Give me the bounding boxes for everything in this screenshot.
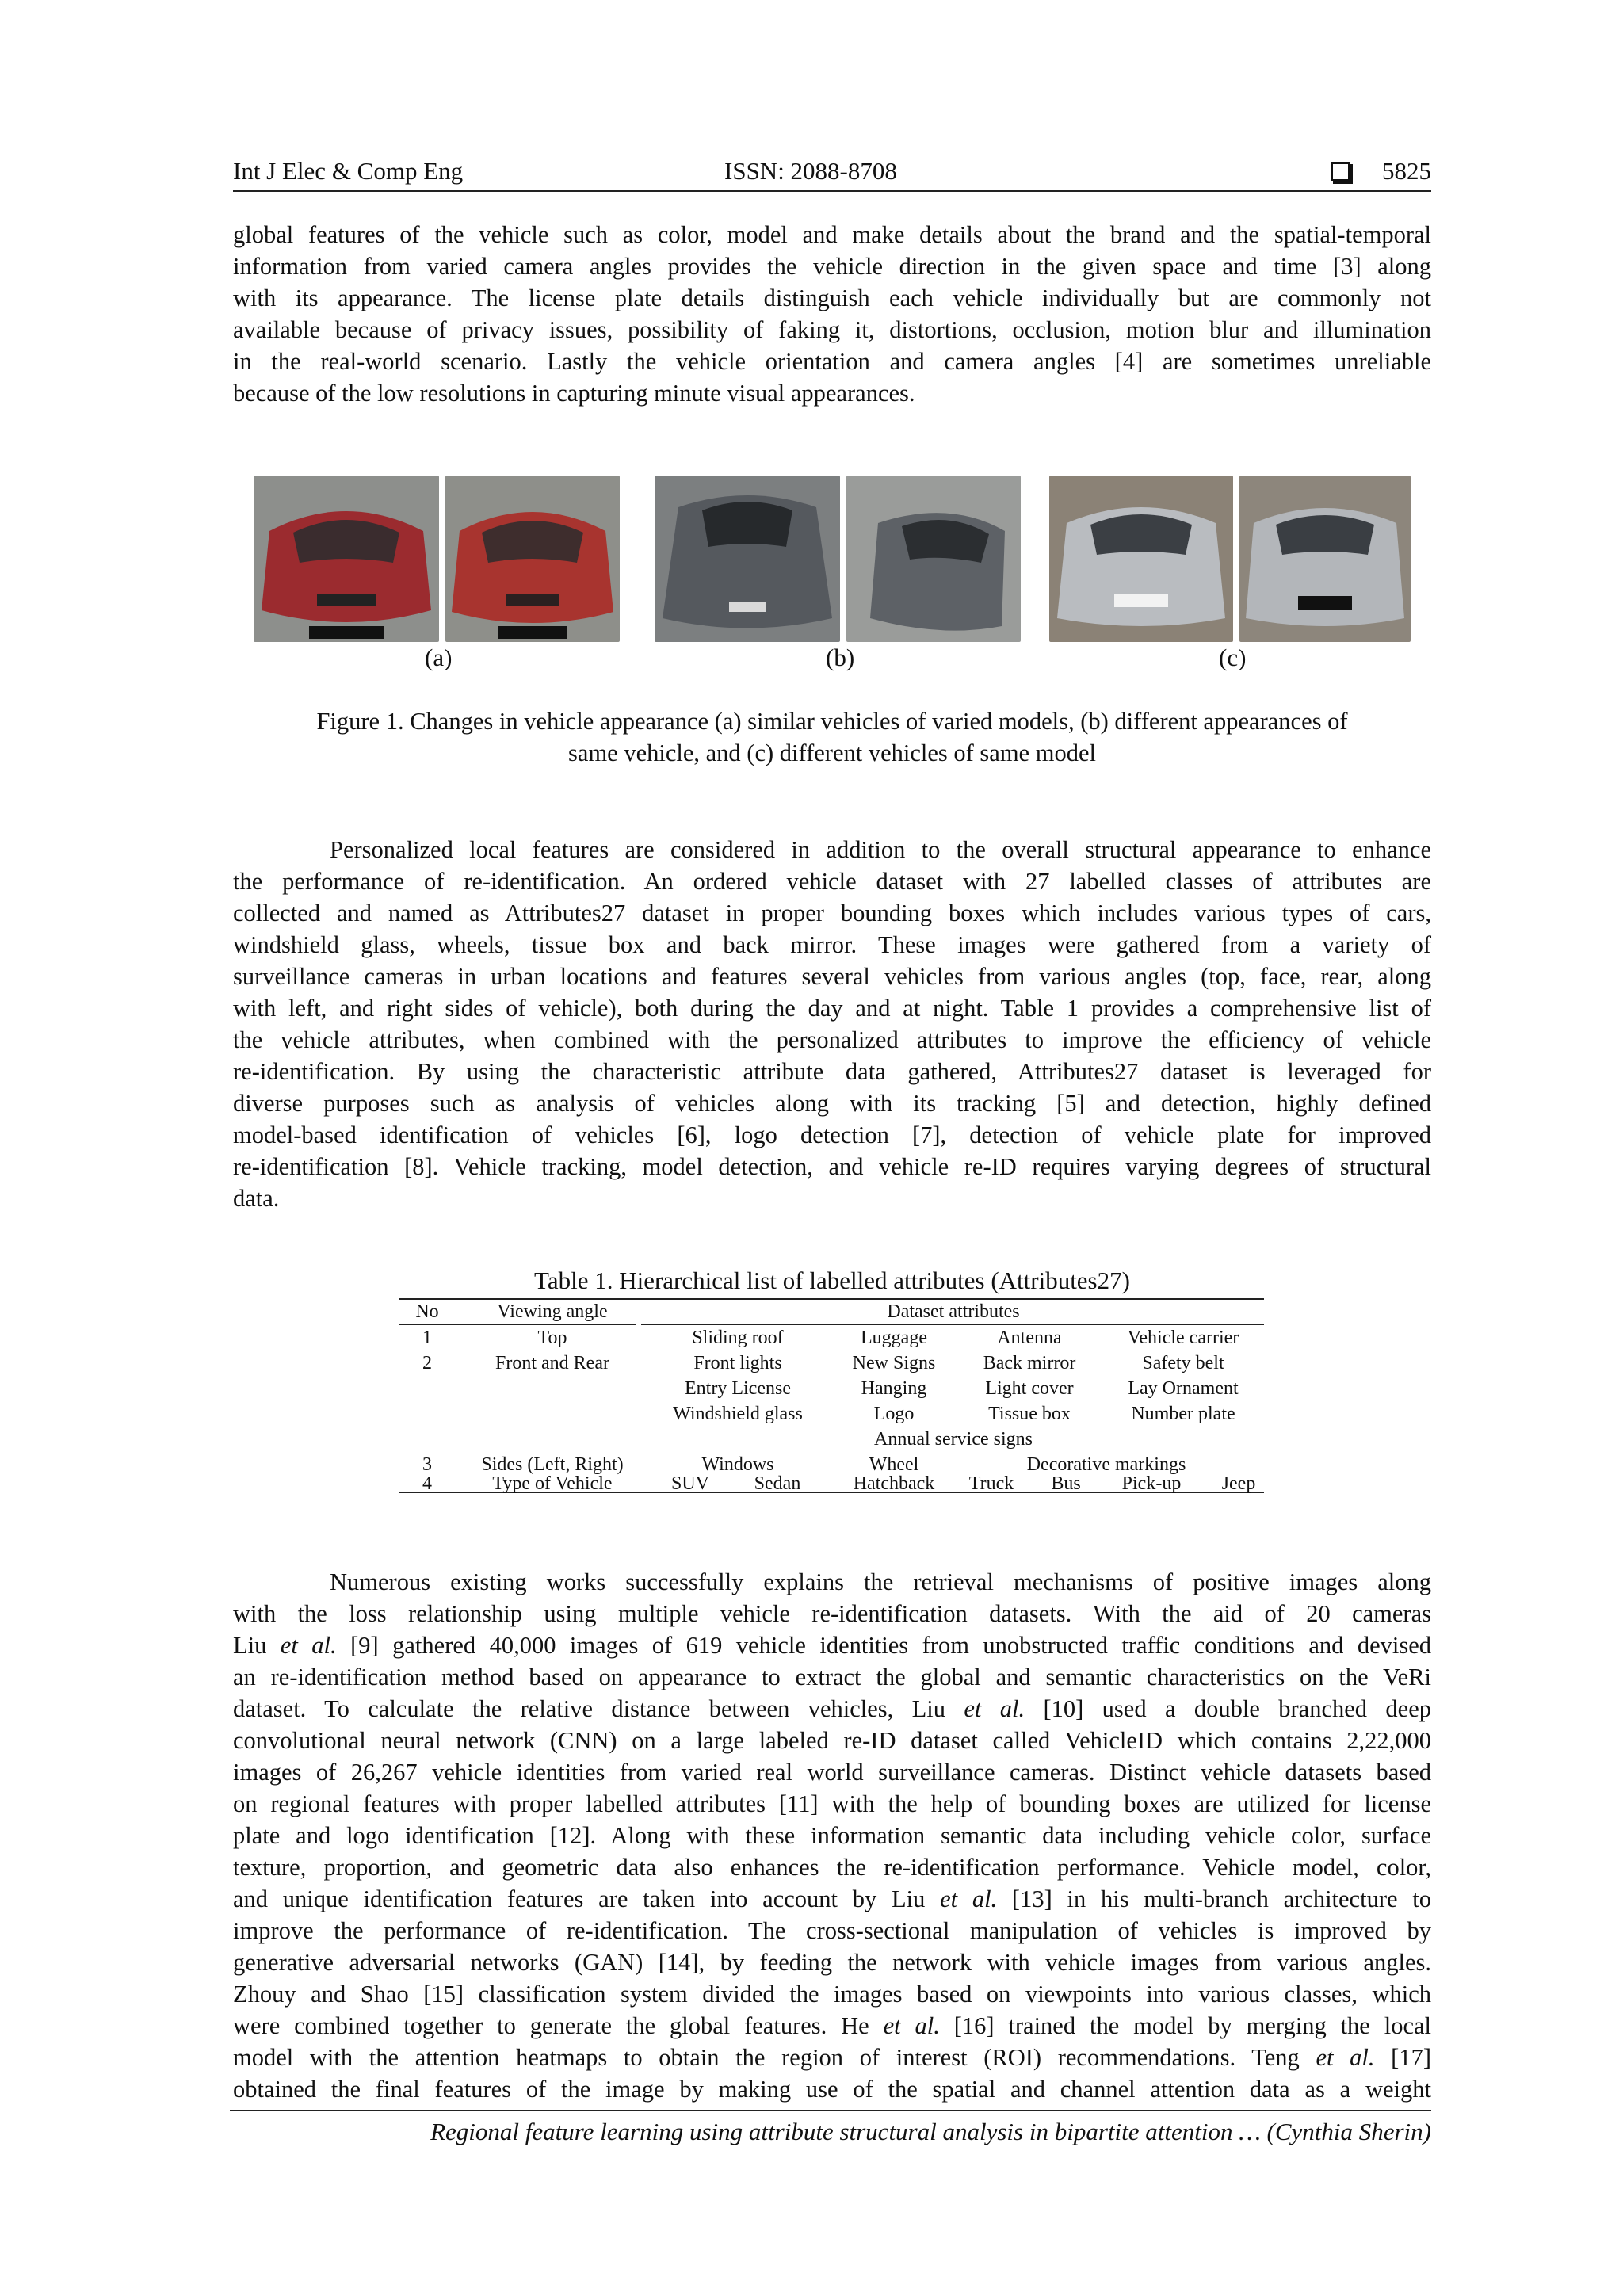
footer-title: Regional feature learning using attribute structural analysis in bipartite attention … (Cynthia Sherin): [430, 2118, 1431, 2145]
subfigure-label-b: (b): [826, 644, 855, 671]
car-image-b1: [655, 476, 840, 642]
car-image-a1: [254, 476, 439, 642]
car-image-b2: [846, 476, 1021, 642]
subfigure-label-a: (a): [425, 644, 453, 671]
car-image-c1: [1049, 476, 1233, 642]
header-no: No: [415, 1301, 439, 1322]
figure-1: [254, 468, 1411, 674]
paragraph-2: Personalized local features are considered in addition to the overall structural appearance to enhance the performance of re-identification. An ordered vehicle dataset with 27 labelled classes of attributes are collected and named as Attributes27 dataset in proper bounding boxes which includes various types of cars, windshield glass, wheels, tissue box and back mirror. These images were gathered from a variety of surveillance cameras in urban locations and features several vehicles from various angles (top, face, rear, along with left, and right sides of vehicle), both during the day and at night. Table 1 provides a comprehensive list of the vehicle attributes, when combined with the personalized attributes to improve the efficiency of vehicle re-identification. By using the characteristic attribute data gathered, Attributes27 dataset is leveraged for diverse purposes such as analysis of vehicles along with its tracking [5] and detection, highly defined model-based identification of vehicles [6], logo detection [7], detection of vehicle plate for improved re-identification [8]. Vehicle tracking, model detection, and vehicle re-ID requires varying degrees of structural data.: [233, 836, 1431, 1212]
car-image-c2: [1239, 476, 1411, 642]
page-number: 5825: [1382, 157, 1431, 185]
table-top-rule: [399, 1298, 1264, 1300]
header-dataset-attributes: Dataset attributes: [887, 1301, 1020, 1322]
journal-name: Int J Elec & Comp Eng: [233, 157, 464, 185]
subfigure-label-c: (c): [1219, 644, 1247, 671]
issn: ISSN: 2088-8708: [724, 157, 897, 185]
figure-caption: Figure 1. Changes in vehicle appearance (a) similar vehicles of varied models, (b) different appearances of same vehicle, and (c) different vehicles of same model: [316, 708, 1348, 766]
paragraph-1: global features of the vehicle such as color, model and make details about the brand and the spatial-temporal information from varied camera angles provides the vehicle direction in the given space and time [3] along with its appearance. The license plate details distinguish each vehicle individually but are commonly not available because of privacy issues, possibility of faking it, distortions, occlusion, motion blur and illumination in the real-world scenario. Lastly the vehicle orientation and camera angles [4] are sometimes unreliable because of the low resolutions in capturing minute visual appearances.: [233, 221, 1431, 407]
table-header-rule-left: [399, 1324, 636, 1325]
table-header-rule-right: [641, 1324, 1264, 1325]
car-image-a2: [445, 476, 620, 642]
running-header: [233, 154, 1431, 192]
paragraph-3: Numerous existing works successfully explains the retrieval mechanisms of positive images along with the loss relationship using multiple vehicle re-identification datasets. With the aid of 20 cameras Liu et al. [9] gathered 40,000 images of 619 vehicle identities from unobstructed traffic conditions and devised an re-identification method based on appearance to extract the global and semantic characteristics on the VeRi dataset. To calculate the relative distance between vehicles, Liu et al. [10] used a double branched deep convolutional neural network (CNN) on a large labeled re-ID dataset called VehicleID which contains 2,22,000 images of 26,267 vehicle identities from varied real world surveillance cameras. Distinct vehicle datasets based on regional features with proper labelled attributes [11] with the help of bounding boxes are utilized for license plate and logo identification [12]. Along with these information semantic data including vehicle color, surface texture, proportion, and geometric data also enhances the re-identification performance. Vehicle model, color, and unique identification features are taken into account by Liu et al. [13] in his multi-branch architecture to improve the performance of re-identification. The cross-sectional manipulation of vehicles is improved by generative adversarial networks (GAN) [14], by feeding the network with vehicle images from various angles. Zhouy and Shao [15] classification system divided the images based on viewpoints into various classes, which were combined together to generate the global features. He et al. [16] trained the model by merging the local model with the attention heatmaps to obtain the region of interest (ROI) recommendations. Teng et al. [17] obtained the final features of the image by making use of the spatial and channel attention data as a weight: [233, 1568, 1431, 2103]
table-title: Table 1. Hierarchical list of labelled attributes (Attributes27): [534, 1266, 1130, 1294]
running-footer: [230, 2110, 1431, 2145]
square-bullet-icon: [1331, 162, 1350, 181]
header-viewing-angle: Viewing angle: [497, 1301, 608, 1322]
